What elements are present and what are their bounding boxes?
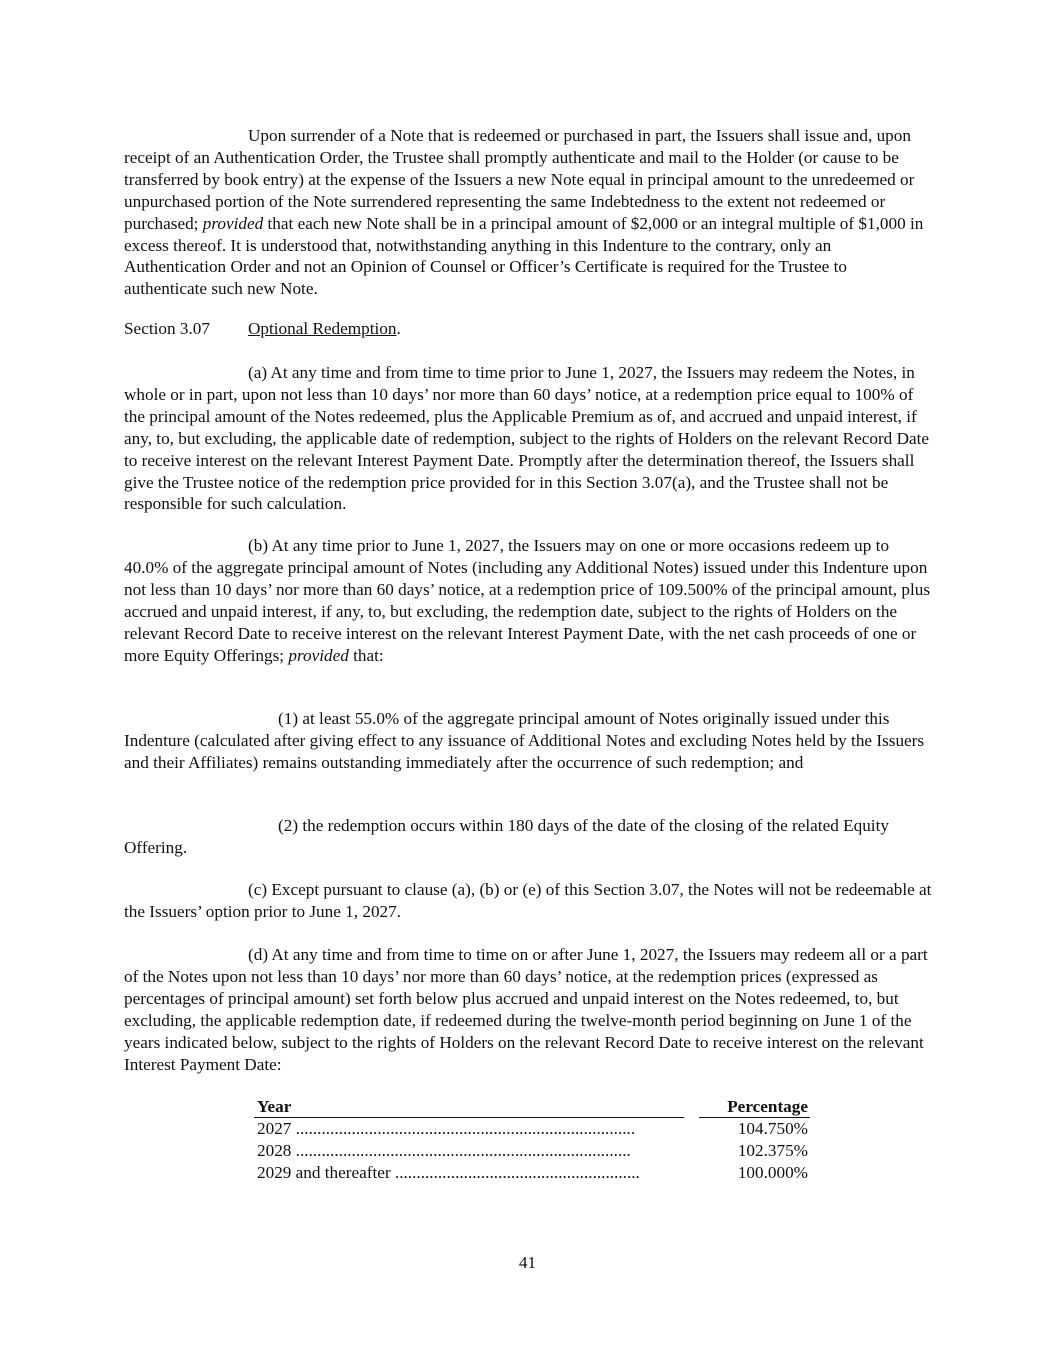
table-row (257, 1118, 812, 1140)
paragraph-a: (a) At any time and from time to time prior to June 1, 2027, the Issuers may redeem the Notes, in whole or in part, upon not less than 10 days’ nor more than 60 days’ notice, at a redemption price equal to 100% of the principal amount of the Notes redeemed, plus the Applicable Premium as of, and accrued and unpaid interest, if any, to, but excluding, the applicable date of redemption, subject to the rights of Holders on the relevant Record Date to receive interest on the relevant Interest Payment Date. Promptly after the determination thereof, the Issuers shall give the Trustee notice of the redemption price provided for in this Section 3.07(a), and the Trustee shall not be responsible for such calculation. (124, 363, 930, 514)
year-cell: 2028 .............................................................................. (257, 1141, 631, 1160)
section-heading: Section 3.07 Optional Redemption. (124, 319, 401, 338)
year-cell: 2029 and thereafter ......................................................... (257, 1163, 640, 1182)
percentage-column-header: Percentage (727, 1097, 808, 1116)
year-column-header: Year (257, 1097, 292, 1116)
paragraph-c: (c) Except pursuant to clause (a), (b) or (e) of this Section 3.07, the Notes will not be redeemable at the Issuers’ option prior to June 1, 2027. (124, 880, 932, 921)
section-title: Optional Redemption (248, 319, 397, 338)
redemption-price-table (257, 1096, 812, 1184)
paragraph-d: (d) At any time and from time to time on or after June 1, 2027, the Issuers may redeem all or a part of the Notes upon not less than 10 days’ nor more than 60 days’ notice, at the redemption prices (expressed as percentages of principal amount) set forth below plus accrued and unpaid interest on the Notes redeemed, to, but excluding, the applicable redemption date, if redeemed during the twelve-month period beginning on June 1 of the years indicated below, subject to the rights of Holders on the relevant Record Date to receive interest on the relevant Interest Payment Date: (124, 945, 928, 1074)
section-number: Section 3.07 (124, 319, 210, 338)
year-cell: 2027 ............................................................................... (257, 1119, 636, 1138)
percentage-cell: 100.000% (737, 1163, 808, 1182)
percentage-cell: 104.750% (737, 1119, 808, 1138)
paragraph-b: (b) At any time prior to June 1, 2027, the Issuers may on one or more occasions redeem up to 40.0% of the aggregate principal amount of Notes (including any Additional Notes) issued under this Indenture upon not less than 10 days’ nor more than 60 days’ notice, at a redemption price of 109.500% of the principal amount, plus accrued and unpaid interest, if any, to, but excluding, the redemption date, subject to the rights of Holders on the relevant Record Date to receive interest on the relevant Interest Payment Date, with the net cash proceeds of one or more Equity Offerings; provided that: (124, 536, 931, 665)
paragraph-surrender: Upon surrender of a Note that is redeemed or purchased in part, the Issuers shall issue and, upon receipt of an Authentication Order, the Trustee shall promptly authenticate and mail to the Holder (or cause to be transferred by book entry) at the expense of the Issuers a new Note equal in principal amount to the unredeemed or unpurchased portion of the Note surrendered representing the same Indebtedness to the extent not redeemed or purchased; provided that each new Note shall be in a principal amount of $2,000 or an integral multiple of $1,000 in excess thereof. It is understood that, notwithstanding anything in this Indenture to the contrary, only an Authentication Order and not an Opinion of Counsel or Officer’s Certificate is required for the Trustee to authenticate such new Note. (124, 126, 924, 299)
table-header (257, 1096, 812, 1118)
percentage-cell: 102.375% (737, 1141, 808, 1160)
paragraph-b1: (1) at least 55.0% of the aggregate principal amount of Notes originally issued under this Indenture (calculated after giving effect to any issuance of Additional Notes and excluding Notes held by the Issuers and their Affiliates) remains outstanding immediately after the occurrence of such redemption; and (124, 709, 925, 772)
table-row (257, 1140, 812, 1162)
paragraph-b2: (2) the redemption occurs within 180 days of the date of the closing of the related Equity Offering. (124, 816, 889, 857)
page-number: 41 (518, 1253, 537, 1272)
table-row (257, 1162, 812, 1184)
